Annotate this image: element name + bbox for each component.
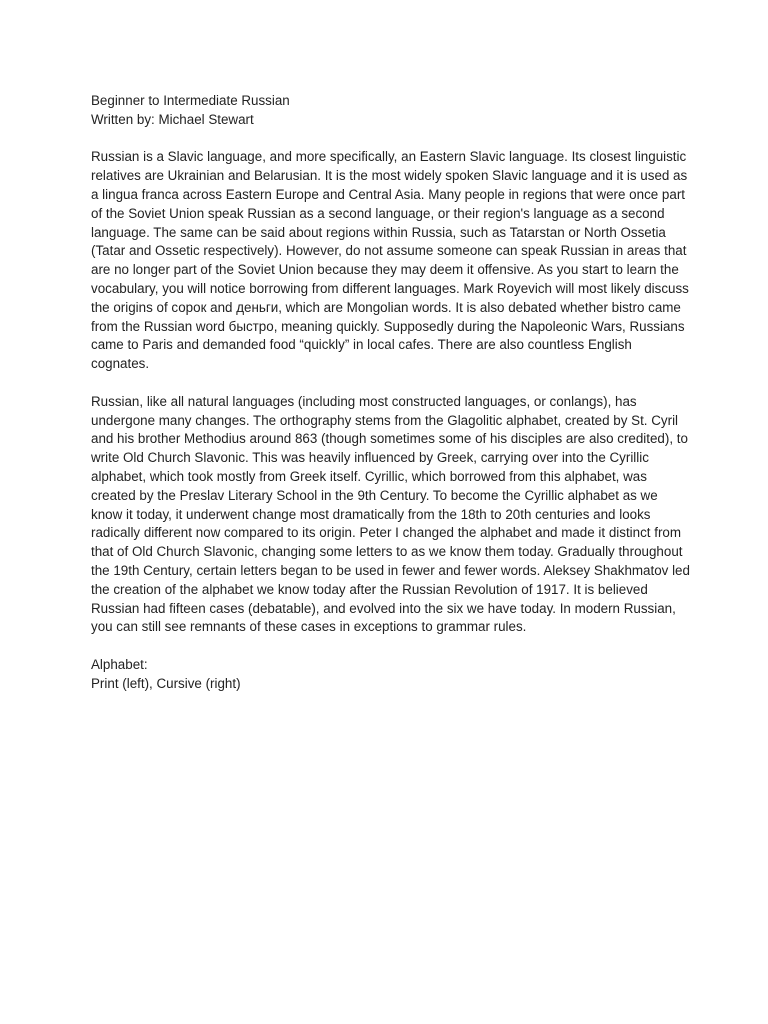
paragraph-history-1: Russian is a Slavic language, and more specifically, an Eastern Slavic language. Its closest linguistic relatives are Ukrainian and Belarusian. It is the most widely spoken Slavic language and it is used as a lingua franca across Eastern Europe and Central Asia. Many people in regions that were once part of the Soviet Union speak Russian as a second language, or their region's language as a second language. The same can be said about regions within Russia, such as Tatarstan or North Ossetia (Tatar and Ossetic respectively). However, do not assume someone can speak Russian in areas that are no longer part of the Soviet Union because they may deem it offensive. As you start to learn the vocabulary, you will notice borrowing from different languages. Mark Royevich will most likely discuss the origins of сорок and деньги, which are Mongolian words. It is also debated whether bistro came from the Russian word быстро, meaning quickly. Supposedly during the Napoleonic Wars, Russians came to Paris and demanded food “quickly” in local cafes. There are also countless English cognates. — [91, 149, 689, 372]
spacer — [91, 130, 691, 149]
author-byline: Written by: Michael Stewart — [91, 111, 254, 127]
spacer — [91, 374, 691, 393]
document-page — [91, 92, 691, 694]
alphabet-caption: Print (left), Cursive (right) — [91, 675, 241, 691]
alphabet-heading: Alphabet: — [91, 656, 148, 672]
spacer — [91, 637, 691, 656]
paragraph-history-2: Russian, like all natural languages (including most constructed languages, or conlangs), has undergone many changes. The orthography stems from the Glagolitic alphabet, created by St. Cyril and his brother Methodius around 863 (though sometimes some of his disciples are also credited), to write Old Church Slavonic. This was heavily influenced by Greek, carrying over into the Cyrillic alphabet, which took mostly from Greek itself. Cyrillic, which borrowed from this alphabet, was created by the Preslav Literary School in the 9th Century. To become the Cyrillic alphabet as we know it today, it underwent change most dramatically from the 18th to 20th centuries and looks radically different now compared to its origin. Peter I changed the alphabet and made it distinct from that of Old Church Slavonic, changing some letters to as we know them today. Gradually throughout the 19th Century, certain letters began to be used in fewer and fewer words. Aleksey Shakhmatov led the creation of the alphabet we know today after the Russian Revolution of 1917. It is believed Russian had fifteen cases (debatable), and evolved into the six we have today. In modern Russian, you can still see remnants of these cases in exceptions to grammar rules. — [91, 393, 690, 635]
document-title: Beginner to Intermediate Russian — [91, 93, 290, 108]
